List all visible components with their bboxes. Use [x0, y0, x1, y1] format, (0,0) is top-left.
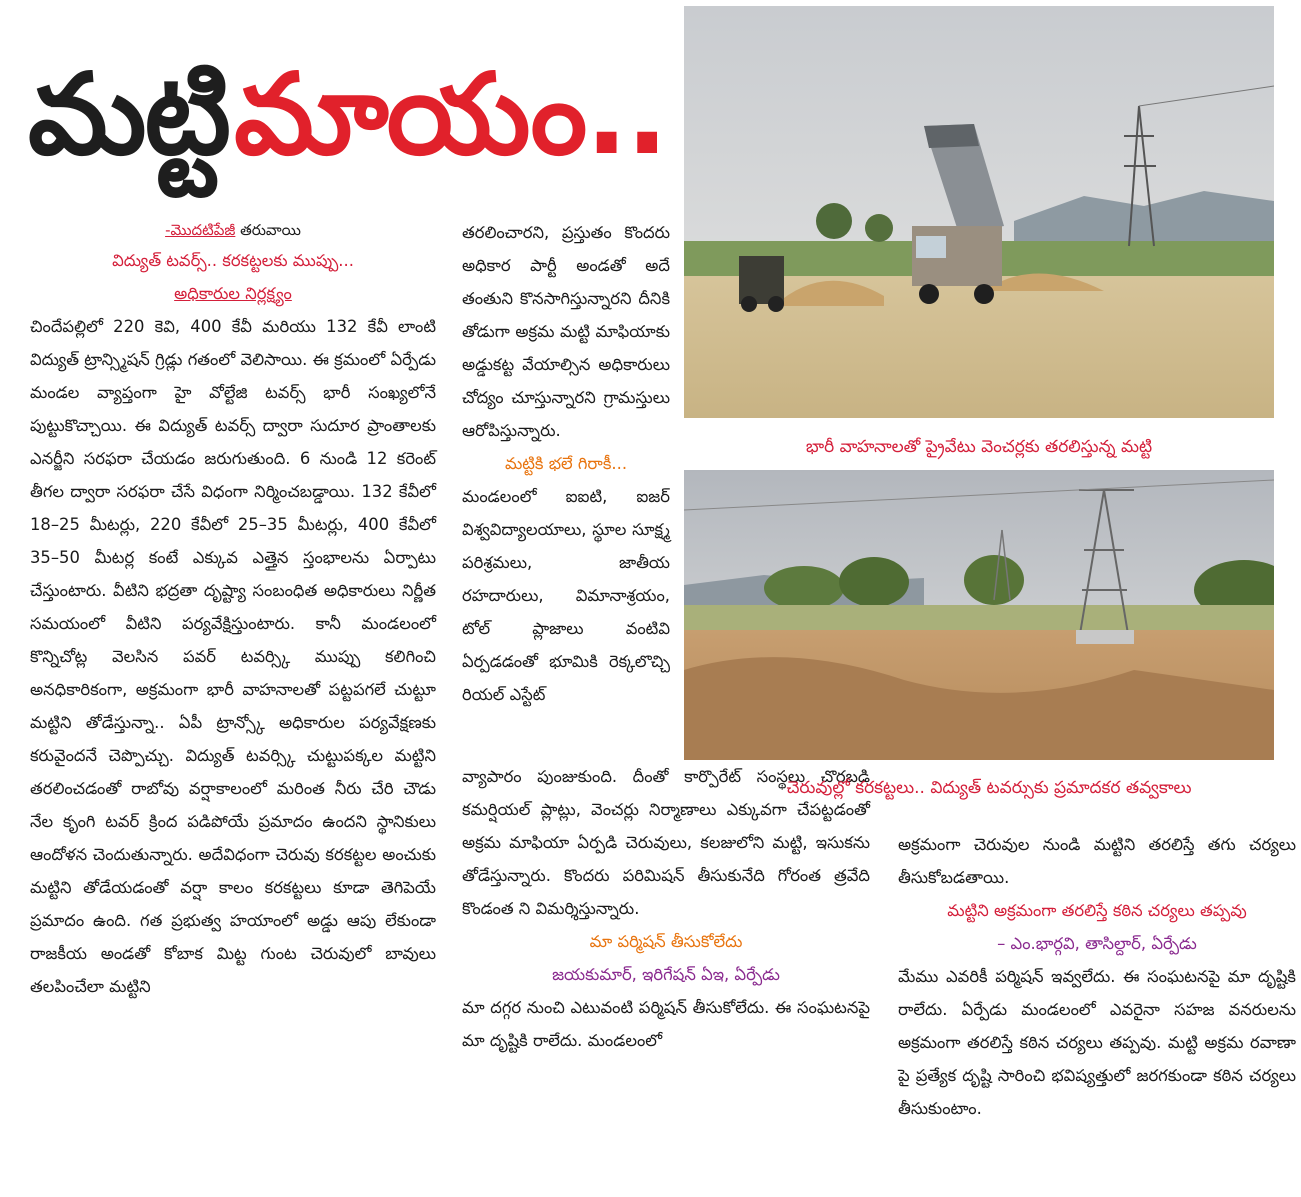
quote-heading-irrigation: మా పర్మిషన్ తీసుకోలేదు	[589, 932, 743, 951]
photo-excavated-tank	[684, 470, 1274, 760]
photo-caption-1: భారీ వాహనాలతో ప్రైవేటు వెంచర్లకు తరలిస్తున్న మట్టి	[805, 437, 1153, 457]
byline	[30, 216, 436, 244]
body-paragraph-4: అక్రమంగా చెరువుల నుండి మట్టిని తరలిస్తే తగు చర్యలు తీసుకోబడతాయి.	[898, 835, 1296, 887]
body-paragraph-1: చిందేపల్లిలో 220 కెవి, 400 కేవీ మరియు 132 కేవీ లాంటి విద్యుత్ ట్రాన్స్మిషన్ గ్రిడ్లు గతంలో వెలిసాయి. ఈ క్రమంలో ఏర్పేడు మండల వ్యాప్తంగా హై వోల్టేజి టవర్స్ భారీ సంఖ్యలోనే పుట్టుకొచ్చాయి. ఈ విద్యుత్ టవర్స్ ద్వారా సుదూర ప్రాంతాలకు ఎనర్జీని సరఫరా చేయడం జరుగుతుంది. 6 నుండి 12 కరెంట్ తీగల ద్వారా సరఫరా చేసే విధంగా నిర్మించబడ్డాయి. 132 కేవీలో 18–25 మీటర్లు, 220 కేవీలో 25–35 మీటర్లు, 400 కేవీలో 35–50 మీటర్ల కంటే ఎక్కువ ఎత్తైన స్తంభాలను ఏర్పాటు చేస్తుంటారు. వీటిని భద్రతా దృష్ట్యా సంబంధిత అధికారులు నిర్ణీత సమయంలో వీటిని పర్యవేక్షిస్తుంటారు. కానీ మండలంలో కొన్నిచోట్ల వెలసిన పవర్ టవర్స్కి ముప్పు కలిగించి అనధికారికంగా, అక్రమంగా భారీ వాహనాలతో పట్టపగలే చుట్టూ మట్టిని తోడేస్తున్నా.. ఏపీ ట్రాన్స్కో అధికారుల పర్యవేక్షణకు కరువైందనే చెప్పొచ్చు. విద్యుత్ టవర్స్కి చుట్టుపక్కల మట్టిని తరలించడంతో రాబోవు వర్షాకాలంలో మరింత నీరు చేరి చౌడు నేల కృంగి టవర్ క్రింద పడిపోయే ప్రమాదం ఉందని స్థానికులు ఆందోళన చెందుతున్నారు. అదేవిధంగా చెరువు కరకట్టల అంచుకు మట్టిని తోడేయడంతో వర్షా కాలం కరకట్టలు కూడా తెగిపెయే ప్రమాదం ఉంది. గత ప్రభుత్వ హయాంలో అడ్డు ఆపు లేకుండా రాజకీయ అండతో కోబాక మిట్ట గుంట చెరువులో బావులు తలపించేలా మట్టిని	[30, 317, 436, 996]
subheading-negligence-text: అధికారుల నిర్లక్ష్యం	[174, 284, 292, 303]
body-paragraph-2: తరలించారని, ప్రస్తుతం కొందరు అధికార పార్టీ అండతో అదే తంతుని కొనసాగిస్తున్నారని దీనికి తోడుగా అక్రమ మట్టి మాఫియాకు అడ్డుకట్ట వేయాల్సిన అధికారులు చోద్యం చూస్తున్నారని గ్రామస్తులు ఆరోపిస్తున్నారు.	[462, 223, 670, 440]
photo-tipper-truck	[684, 6, 1274, 418]
tipper-truck-photo-icon	[684, 6, 1274, 418]
article-column-1	[30, 216, 436, 1003]
body-paragraph-3b: వ్యాపారం పుంజుకుంది. దీంతో కార్పొరేట్ సంస్థలు చొరబడి కమర్షియల్ ప్లాట్లు, వెంచర్లు నిర్మాణాలు ఎక్కువగా చేపట్టడంతో అక్రమ మాఫియా ఏర్పడి చెరువులు, కలజులోని మట్టి, ఇసుకను తోడేస్తున్నారు. కొందరు పరిమిషన్ తీసుకునేది గోరంత త్రవేది కొండంత ని విమర్శిస్తున్నారు.	[462, 767, 870, 918]
subheading-soil-demand: మట్టికి భలే గిరాకీ...	[504, 454, 628, 473]
byline-continued-link[interactable]: -మొదటిపేజీ	[165, 221, 236, 239]
byline-continued-text: తరువాయి	[235, 221, 301, 239]
quote-body-irrigation: మా దగ్గర నుంచి ఎటువంటి పర్మిషన్ తీసుకోలేదు. ఈ సంఘటనపై మా దృష్టికి రాలేదు. మండలంలో	[462, 998, 870, 1050]
photo-caption-2: చెరువుల్లో కరకట్టలు.. విద్యుత్ టవర్సుకు ప్రమాదకర తవ్వకాలు	[786, 778, 1192, 798]
quote-body-tahsildar: మేము ఎవరికీ పర్మిషన్ ఇవ్వలేదు. ఈ సంఘటనపై మా దృష్టికి రాలేదు. ఏర్పేడు మండలంలో ఎవరైనా సహజ వనరులను అక్రమంగా తరలిస్తే కఠిన చర్యలు తప్పవు. మట్టి అక్రమ రవాణా పై ప్రత్యేక దృష్టి సారించి భవిష్యత్తులో జరగకుండా కఠిన చర్యలు తీసుకుంటాం.	[898, 967, 1296, 1118]
headline-word-1: మట్టి	[28, 50, 229, 180]
quote-byline-irrigation: జయకుమార్, ఇరిగేషన్ ఏఇ, ఏర్పేడు	[552, 965, 780, 984]
quote-byline-tahsildar: – ఎం.భార్గవి, తాసిల్దార్, ఏర్పేడు	[997, 934, 1197, 953]
article-column-2-lower	[462, 760, 870, 1057]
excavation-photo-icon	[684, 470, 1274, 760]
subheading-towers: విద్యుత్ టవర్స్.. కరకట్టలకు ముప్పు...	[112, 251, 354, 270]
article-column-3	[898, 828, 1296, 1125]
quote-heading-tahsildar: మట్టిని అక్రమంగా తరలిస్తే కఠిన చర్యలు తప్పవు	[947, 901, 1247, 920]
article-column-2-upper	[462, 216, 670, 711]
headline	[28, 30, 668, 210]
subheading-negligence	[30, 277, 436, 310]
body-paragraph-3a: మండలంలో ఐఐటి, ఐజర్ విశ్వవిద్యాలయాలు, స్థూల సూక్ష్మ పరిశ్రమలు, జాతీయ రహదారులు, విమానాశ్రయం, టోల్ ప్లాజాలు వంటివి ఏర్పడడంతో భూమికి రెక్కలొచ్చి రియల్ ఎస్టేట్	[462, 487, 670, 704]
headline-word-2: మాయం..	[234, 50, 667, 180]
